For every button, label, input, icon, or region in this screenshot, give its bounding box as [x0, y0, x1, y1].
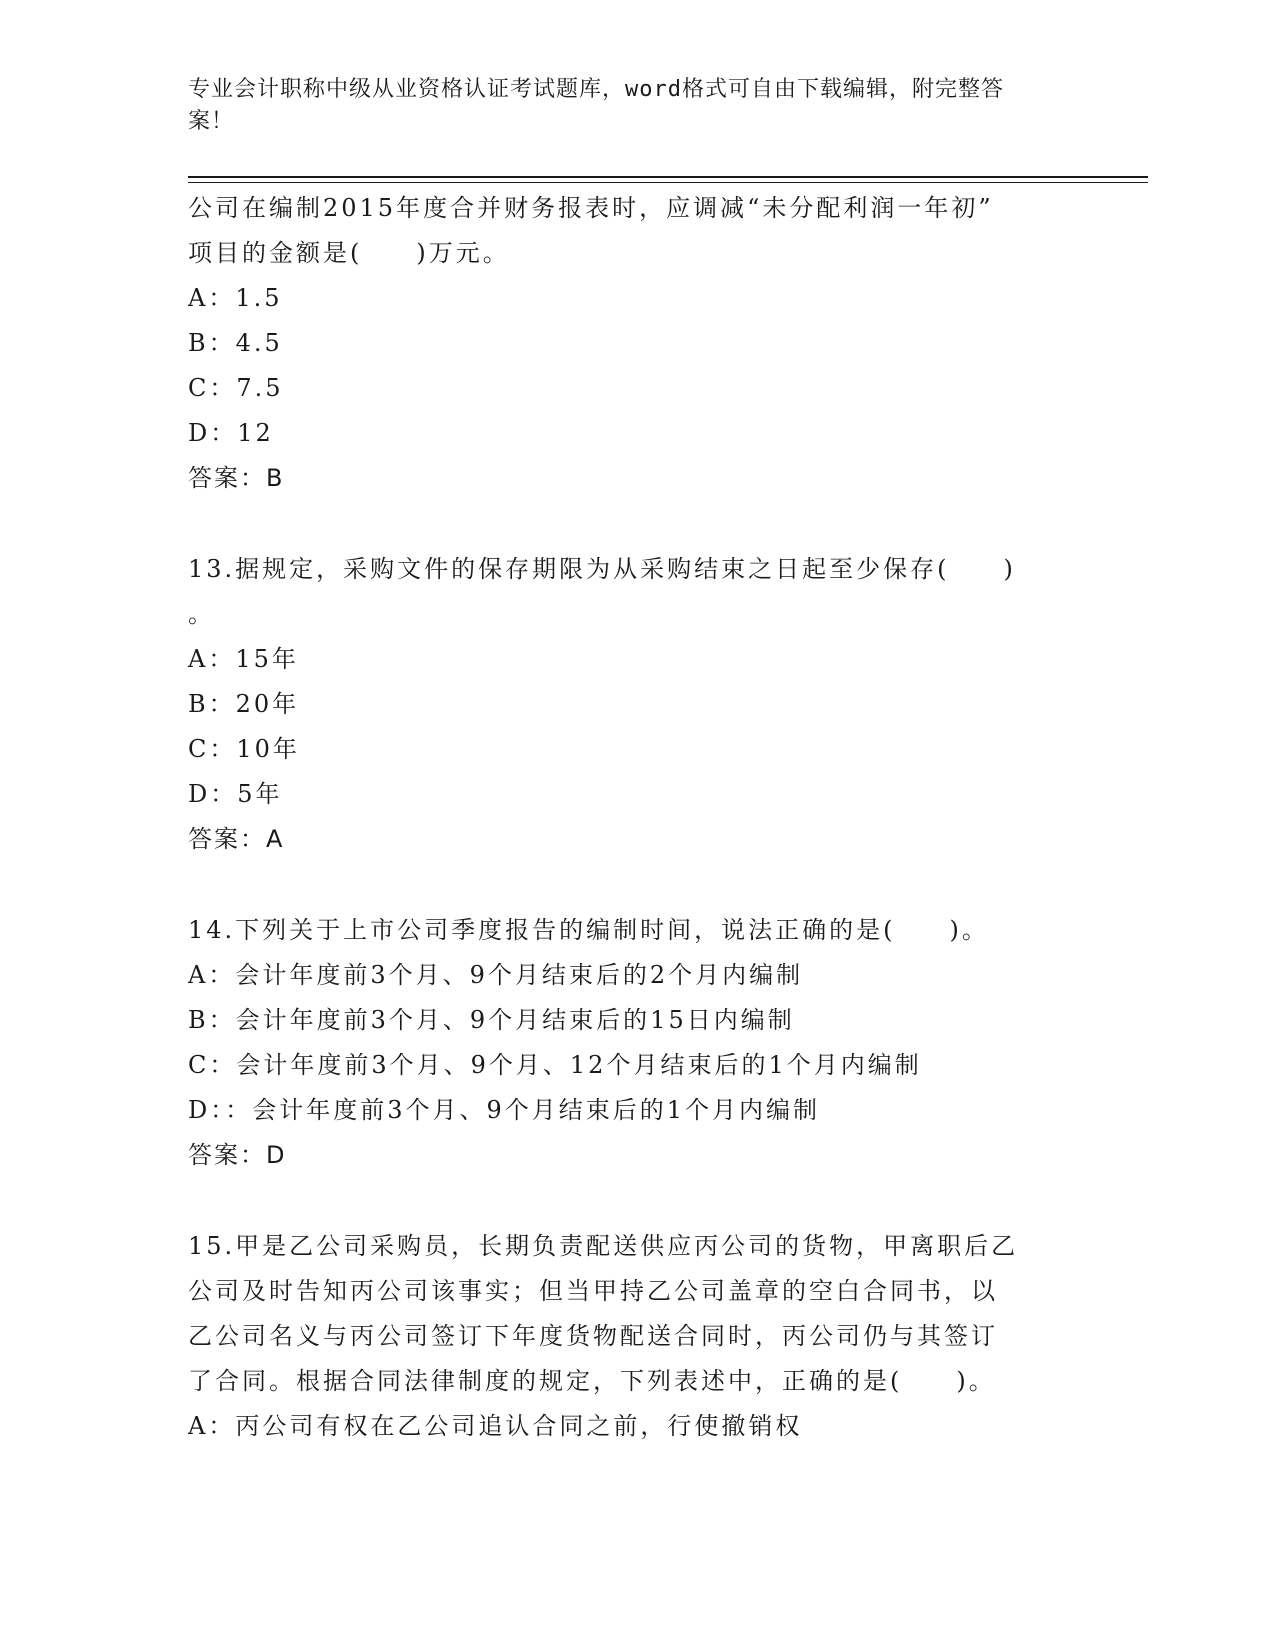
- option-a: A：丙公司有权在乙公司追认合同之前，行使撤销权: [188, 1412, 803, 1440]
- header-line-1: 专业会计职称中级从业资格认证考试题库，word格式可自由下载编辑，附完整答: [188, 77, 1004, 102]
- question-text-line: 14.下列关于上市公司季度报告的编制时间，说法正确的是( )。: [188, 916, 989, 944]
- option-d: D：：会计年度前3个月、9个月结束后的1个月内编制: [188, 1096, 821, 1124]
- answer-line: 答案：B: [188, 464, 285, 492]
- question-text-line: 项目的金额是( )万元。: [188, 239, 510, 267]
- question-text-line: 公司在编制2015年度合并财务报表时，应调减“未分配利润一年初”: [188, 194, 994, 222]
- option-a: A：15年: [188, 645, 299, 673]
- document-header: [188, 74, 1068, 138]
- option-c: C：10年: [188, 735, 300, 763]
- question-text-line: 15.甲是乙公司采购员，长期负责配送供应丙公司的货物，甲离职后乙: [188, 1232, 1019, 1260]
- question-block: [188, 188, 1088, 498]
- question-text-line: 公司及时告知丙公司该事实；但当甲持乙公司盖章的空白合同书，以: [188, 1277, 998, 1305]
- option-a: A：会计年度前3个月、9个月结束后的2个月内编制: [188, 961, 804, 989]
- answer-line: 答案：A: [188, 825, 285, 853]
- question-list: [188, 188, 1088, 1451]
- option-a: A：1.5: [188, 284, 283, 312]
- option-d: D：5年: [188, 780, 283, 808]
- option-c: C：会计年度前3个月、9个月、12个月结束后的1个月内编制: [188, 1051, 922, 1079]
- block-spacer: [188, 864, 1088, 910]
- option-d: D：12: [188, 419, 274, 447]
- option-b: B：会计年度前3个月、9个月结束后的15日内编制: [188, 1006, 795, 1034]
- answer-line: 答案：D: [188, 1141, 287, 1169]
- header-divider-thick: [188, 176, 1148, 178]
- block-spacer: [188, 1180, 1088, 1226]
- header-divider-thin: [188, 182, 1148, 183]
- question-text-line: 13.据规定，采购文件的保存期限为从采购结束之日起至少保存( ): [188, 555, 1016, 583]
- option-b: B：20年: [188, 690, 300, 718]
- option-b: B：4.5: [188, 329, 283, 357]
- question-text-line: 乙公司名义与丙公司签订下年度货物配送合同时，丙公司仍与其签订: [188, 1322, 998, 1350]
- question-block: [188, 1226, 1088, 1446]
- question-text-line: 了合同。根据合同法律制度的规定，下列表述中，正确的是( )。: [188, 1367, 996, 1395]
- option-c: C：7.5: [188, 374, 284, 402]
- header-line-2: 案！: [188, 109, 235, 134]
- block-spacer: [188, 503, 1088, 549]
- question-block: [188, 549, 1088, 859]
- question-block: [188, 910, 1088, 1175]
- question-text-line: 。: [188, 600, 215, 628]
